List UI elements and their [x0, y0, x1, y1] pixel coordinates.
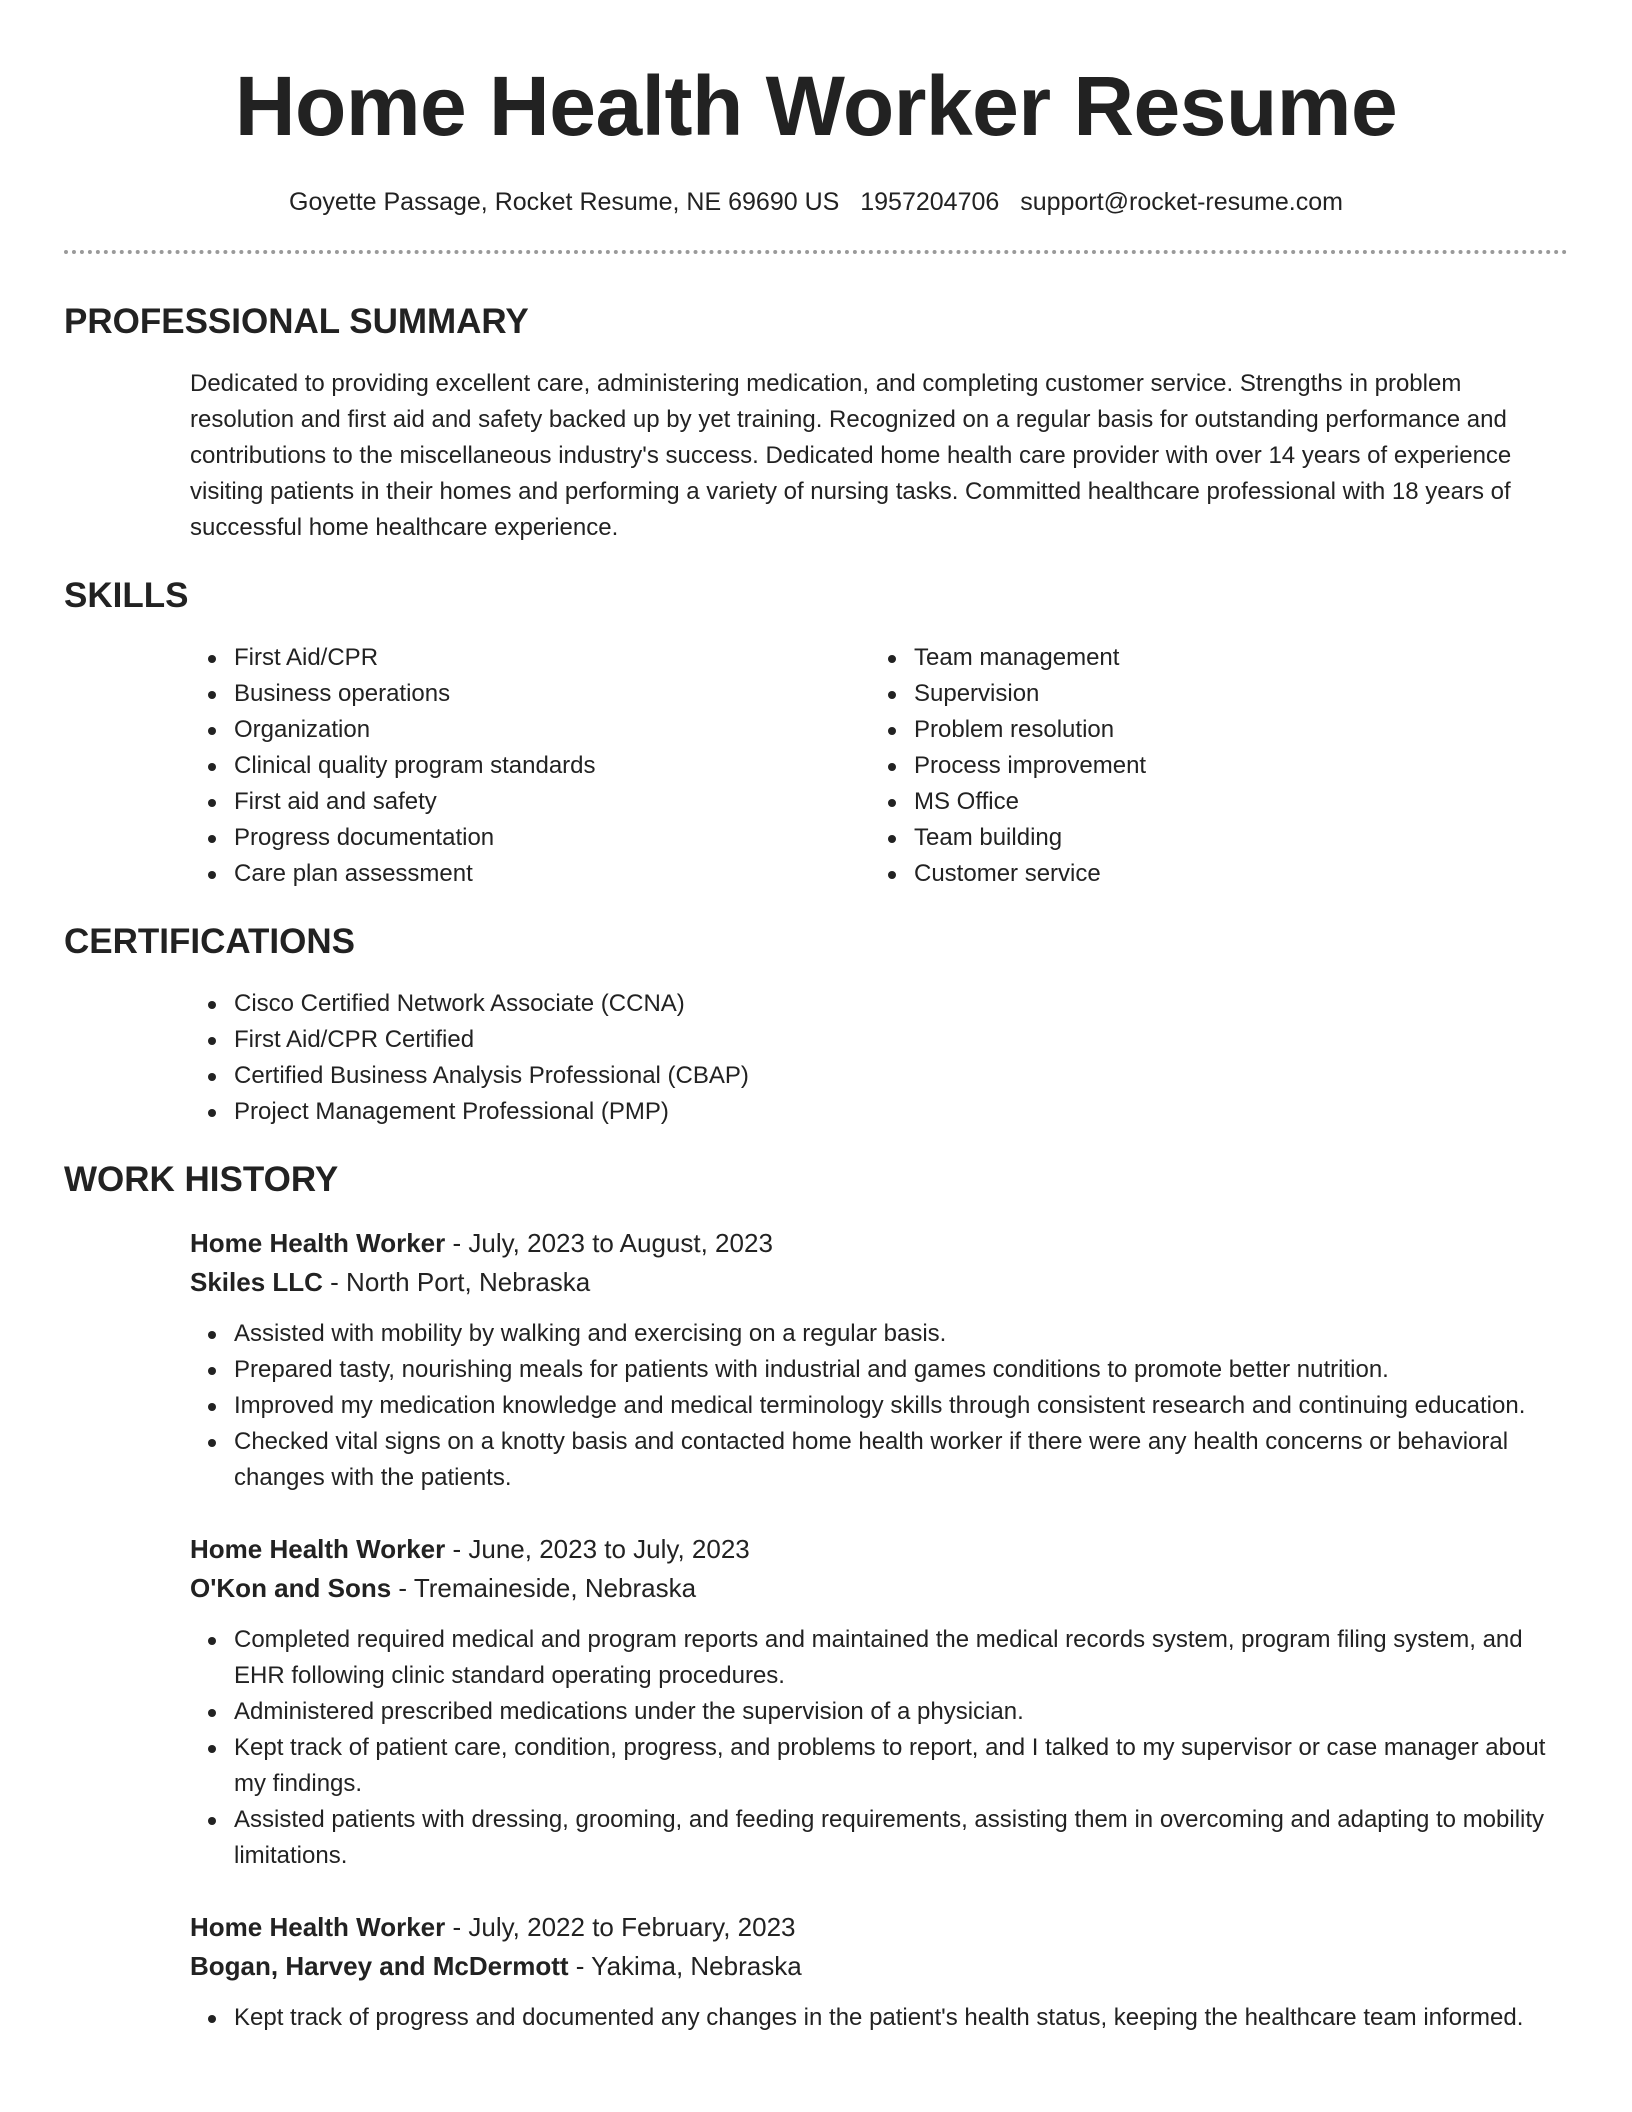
- skill-item: Problem resolution: [914, 712, 1550, 748]
- skill-item: Team management: [914, 640, 1550, 676]
- job-role: Home Health Worker: [190, 1228, 446, 1258]
- job-location: Yakima, Nebraska: [591, 1951, 802, 1981]
- job-role: Home Health Worker: [190, 1912, 446, 1942]
- job-separator: -: [568, 1951, 592, 1981]
- work-history-section: [64, 1158, 1568, 2036]
- job-dates: June, 2023 to July, 2023: [468, 1534, 750, 1564]
- section-title-summary: PROFESSIONAL SUMMARY: [64, 302, 529, 341]
- certification-item: Project Management Professional (PMP): [234, 1094, 1568, 1130]
- certification-item: Certified Business Analysis Professional (CBAP): [234, 1058, 1568, 1094]
- job-entry: [190, 1908, 1568, 2036]
- job-location: Tremaineside, Nebraska: [413, 1573, 697, 1603]
- job-company: Bogan, Harvey and McDermott: [190, 1951, 569, 1981]
- job-duty: Completed required medical and program reports and maintained the medical records system, program filing system, and EHR following clinic standard operating procedures.: [234, 1622, 1568, 1694]
- job-company: Skiles LLC: [190, 1267, 323, 1297]
- job-separator: -: [322, 1267, 347, 1297]
- resume-title: Home Health Worker Resume: [234, 59, 1398, 153]
- skill-item: MS Office: [914, 784, 1550, 820]
- job-title-line: [190, 1908, 1568, 1947]
- job-location: North Port, Nebraska: [346, 1267, 591, 1297]
- professional-summary-section: [64, 300, 1568, 546]
- job-duty: Prepared tasty, nourishing meals for patients with industrial and games conditions to promote better nutrition.: [234, 1352, 1568, 1388]
- section-title-certifications: CERTIFICATIONS: [64, 922, 356, 961]
- job-duty: Kept track of progress and documented any changes in the patient's health status, keeping the healthcare team informed.: [234, 2000, 1568, 2036]
- job-separator: -: [445, 1228, 469, 1258]
- job-duties-list: [190, 1316, 1568, 1496]
- job-role: Home Health Worker: [190, 1534, 446, 1564]
- certifications-section: [64, 920, 1568, 1130]
- skill-item: Progress documentation: [234, 820, 870, 856]
- skills-section: [64, 574, 1568, 892]
- job-company-line: [190, 1947, 1568, 1986]
- skill-item: Organization: [234, 712, 870, 748]
- header-divider: [64, 250, 1568, 254]
- job-dates: July, 2022 to February, 2023: [468, 1912, 796, 1942]
- contact-email: support@rocket-resume.com: [1020, 188, 1343, 216]
- skill-item: Supervision: [914, 676, 1550, 712]
- skill-item: Team building: [914, 820, 1550, 856]
- certifications-block: [190, 986, 1568, 1130]
- skill-item: First aid and safety: [234, 784, 870, 820]
- skills-grid: [190, 640, 1568, 892]
- skills-column-left: [190, 640, 870, 892]
- contact-info: [64, 186, 1568, 218]
- summary-text: Dedicated to providing excellent care, administering medication, and completing customer service. Strengths in problem resolution and first aid and safety backed up by yet training. Recognized on a regular basis for outstanding performance and contributions to the miscellaneous industry's success. Dedicated home health care provider with over 14 years of experience visiting patients in their homes and performing a variety of nursing tasks. Committed healthcare professional with 18 years of successful home healthcare experience.: [190, 370, 1512, 541]
- job-separator: -: [445, 1912, 469, 1942]
- job-duty: Checked vital signs on a knotty basis and contacted home health worker if there were any health concerns or behavioral changes with the patients.: [234, 1424, 1568, 1496]
- job-title-line: [190, 1530, 1568, 1569]
- job-title-line: [190, 1224, 1568, 1263]
- skill-item: Clinical quality program standards: [234, 748, 870, 784]
- job-duty: Administered prescribed medications under the supervision of a physician.: [234, 1694, 1568, 1730]
- skills-column-right: [870, 640, 1550, 892]
- certification-item: Cisco Certified Network Associate (CCNA): [234, 986, 1568, 1022]
- contact-phone: 1957204706: [860, 188, 1000, 216]
- job-duty: Assisted with mobility by walking and exercising on a regular basis.: [234, 1316, 1568, 1352]
- job-separator: -: [445, 1534, 469, 1564]
- skills-list-right: [870, 640, 1550, 892]
- job-dates: July, 2023 to August, 2023: [468, 1228, 773, 1258]
- skill-item: Customer service: [914, 856, 1550, 892]
- job-duty: Kept track of patient care, condition, progress, and problems to report, and I talked to my supervisor or case manager about my findings.: [234, 1730, 1568, 1802]
- job-separator: -: [391, 1573, 414, 1603]
- certifications-list: [190, 986, 1568, 1130]
- job-company-line: [190, 1263, 1568, 1302]
- job-company: O'Kon and Sons: [190, 1573, 392, 1603]
- job-duty: Improved my medication knowledge and medical terminology skills through consistent research and continuing education.: [234, 1388, 1568, 1424]
- job-duty: Assisted patients with dressing, grooming, and feeding requirements, assisting them in overcoming and adapting to mobility limitations.: [234, 1802, 1568, 1874]
- skill-item: Business operations: [234, 676, 870, 712]
- skills-list-left: [190, 640, 870, 892]
- certification-item: First Aid/CPR Certified: [234, 1022, 1568, 1058]
- skill-item: Process improvement: [914, 748, 1550, 784]
- section-title-skills: SKILLS: [64, 576, 189, 615]
- job-entry: [190, 1530, 1568, 1874]
- job-duties-list: [190, 2000, 1568, 2036]
- skill-item: Care plan assessment: [234, 856, 870, 892]
- skill-item: First Aid/CPR: [234, 640, 870, 676]
- job-duties-list: [190, 1622, 1568, 1874]
- job-entry: [190, 1224, 1568, 1496]
- section-title-work-history: WORK HISTORY: [64, 1160, 339, 1199]
- contact-address: Goyette Passage, Rocket Resume, NE 69690 US: [289, 188, 840, 216]
- job-company-line: [190, 1569, 1568, 1608]
